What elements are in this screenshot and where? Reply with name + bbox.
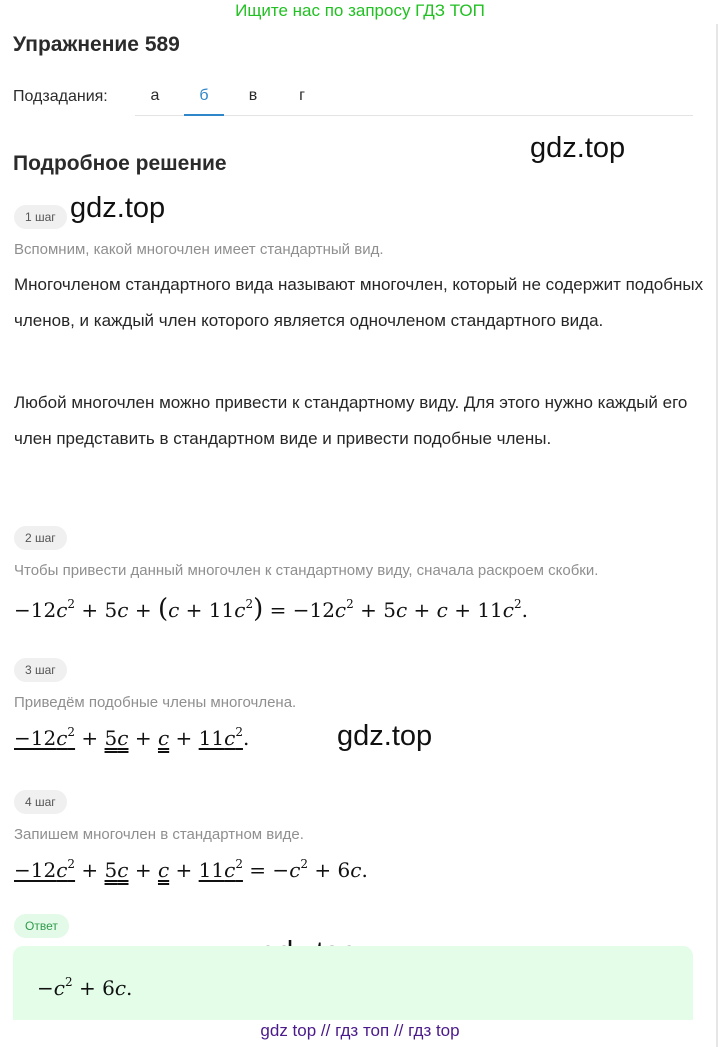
step-1-hint: Вспомним, какой многочлен имеет стандартный вид. (14, 241, 384, 258)
step-1-badge: 1 шаг (14, 205, 67, 229)
step-3-hint: Приведём подобные члены многочлена. (14, 694, 297, 711)
step-1-paragraph-2: Любой многочлен можно привести к стандартному виду. Для этого нужно каждый его член представить в стандартном виде и привести подобные члены. (14, 393, 688, 448)
watermark: gdz.top (70, 192, 166, 224)
tab-a[interactable]: а (150, 87, 160, 104)
subtasks-bar (13, 86, 693, 118)
step-1-paragraph-1: Многочленом стандартного вида называют многочлен, который не содержит подобных членов, и каждый член которого является одночленом стандартного вида. (14, 275, 704, 330)
step-4-formula: $-12c^2 + 5c + c + 11c^2 = -c^2 + 6c$. (14, 857, 368, 882)
footer-links[interactable]: gdz top // гдз топ // гдз top (260, 1021, 460, 1040)
tab-g[interactable]: г (299, 87, 305, 104)
watermark: gdz.top (530, 132, 626, 164)
step-2-hint: Чтобы привести данный многочлен к стандартному виду, сначала раскроем скобки. (14, 562, 599, 579)
page-title: Упражнение 589 (13, 33, 180, 56)
step-2-formula: $-12c^2 + 5c + (c + 11c^2) = -12c^2 + 5c + c + 11c^2$. (14, 594, 528, 624)
step-3-formula: $-12c^2 + 5c + c + 11c^2$. (14, 725, 250, 750)
watermark: gdz.top (337, 720, 433, 752)
tab-b[interactable]: б (184, 86, 224, 116)
subtasks-label: Подзадания: (13, 88, 108, 105)
tab-v[interactable]: в (248, 87, 258, 104)
answer-badge: Ответ (14, 914, 69, 938)
answer-box (13, 946, 693, 1020)
step-2-badge: 2 шаг (14, 526, 67, 550)
step-4-badge: 4 шаг (14, 790, 67, 814)
section-title: Подробное решение (13, 152, 227, 175)
top-banner: Ищите нас по запросу ГДЗ ТОП (235, 1, 485, 20)
step-3-badge: 3 шаг (14, 658, 67, 682)
answer-formula: $-c^2 + 6c$. (37, 975, 133, 1000)
step-4-hint: Запишем многочлен в стандартном виде. (14, 826, 304, 843)
scroll-edge (716, 24, 718, 1047)
